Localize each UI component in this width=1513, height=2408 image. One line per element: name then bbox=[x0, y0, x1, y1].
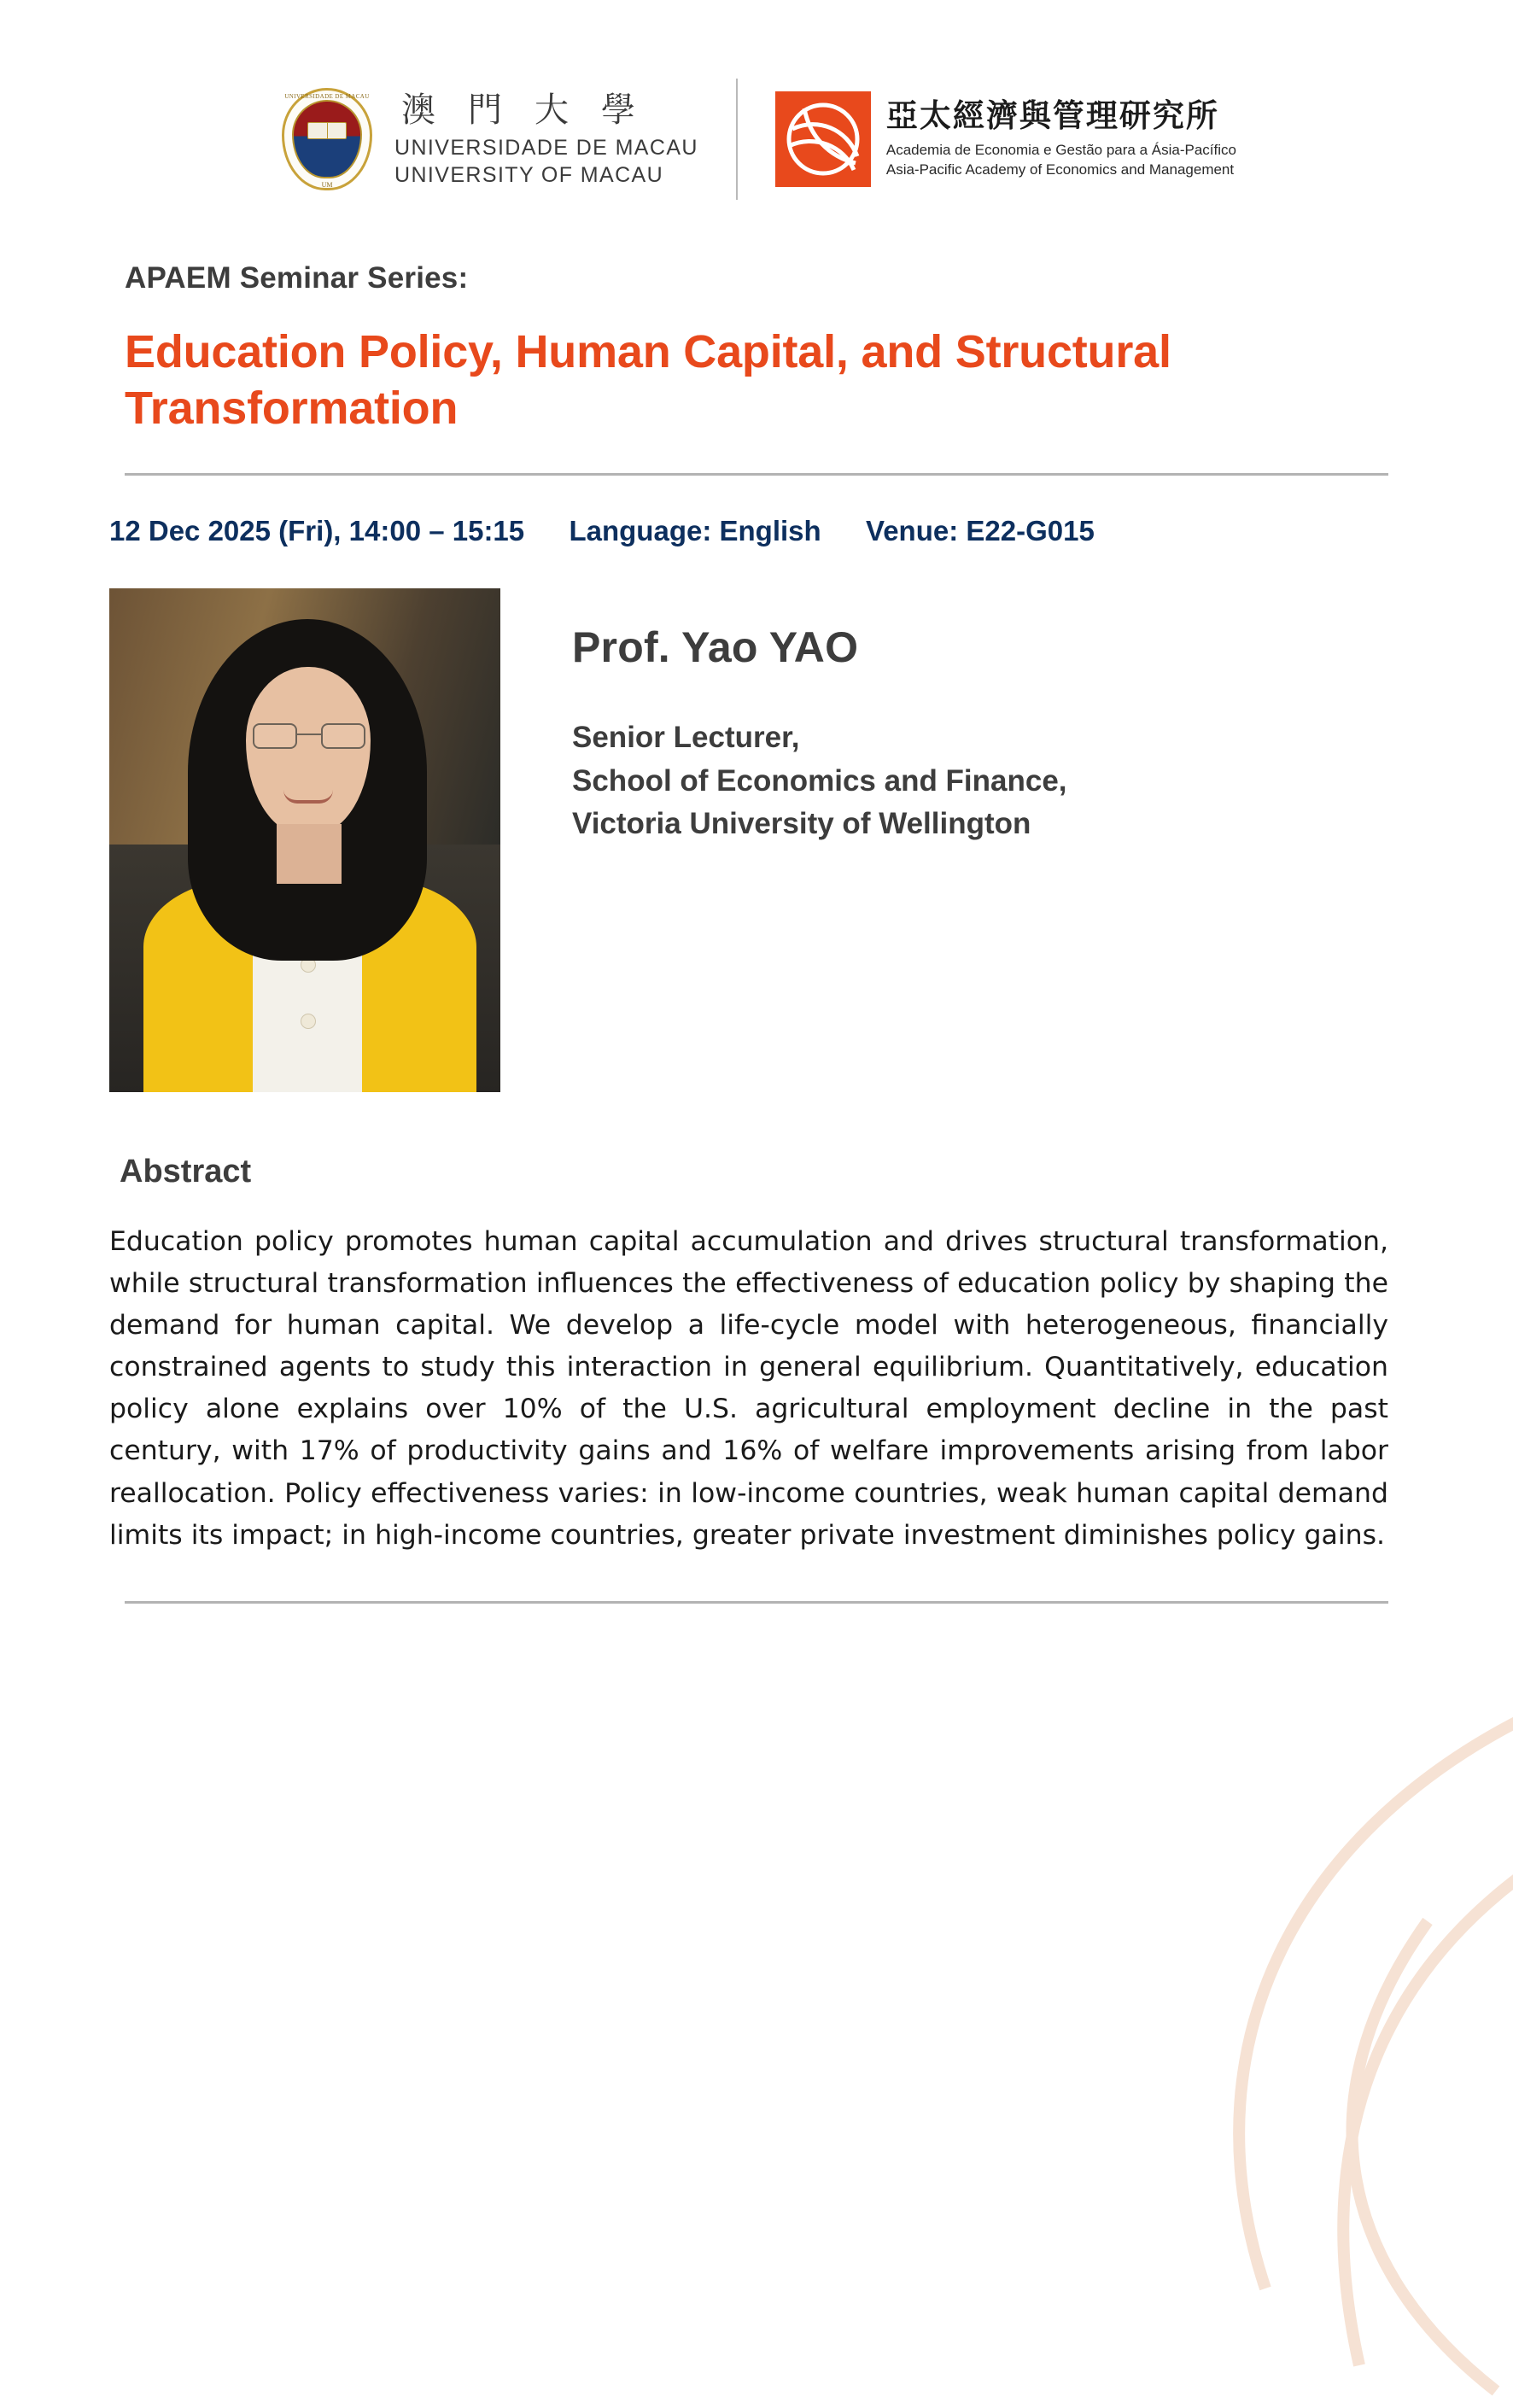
speaker-details bbox=[500, 588, 1067, 846]
um-portuguese-name: UNIVERSIDADE DE MACAU bbox=[394, 135, 698, 160]
event-meta bbox=[109, 515, 1412, 547]
apaem-wordmark bbox=[886, 100, 1236, 178]
speaker-university: Victoria University of Wellington bbox=[572, 807, 1031, 841]
um-wordmark bbox=[394, 91, 698, 186]
speaker-position: Senior Lecturer, bbox=[572, 720, 800, 754]
event-venue: Venue: E22-G015 bbox=[866, 514, 1095, 546]
seminar-series-label: APAEM Seminar Series: bbox=[125, 261, 469, 295]
footer-divider bbox=[125, 1601, 1388, 1604]
university-of-macau-logo bbox=[277, 83, 698, 196]
um-chinese-name: 澳 門 大 學 bbox=[401, 91, 648, 130]
apaem-logo bbox=[775, 91, 1236, 187]
abstract-text: Education policy promotes human capital accumulation and drives structural transformation, while structural transformation influences the effectiveness of education policy by shaping the demand for human capital. We develop a life-cycle model with heterogeneous, financially constrained agents to study this interaction in general equilibrium. Quantitatively, education policy alone explains over 10% of the U.S. agricultural employment decline in the past century, with 17% of productivity gains and 16% of welfare improvements arising from labor reallocation. Policy effectiveness varies: in low-income countries, weak human capital demand limits its impact; in high-income countries, greater private investment diminishes policy gains. bbox=[109, 1225, 1388, 1551]
apaem-english-name: Asia-Pacific Academy of Economics and Management bbox=[885, 161, 1235, 178]
abstract-heading: Abstract bbox=[120, 1153, 252, 1189]
background-swirl-decoration bbox=[898, 1554, 1513, 2408]
poster-header bbox=[101, 0, 1412, 208]
event-datetime: 12 Dec 2025 (Fri), 14:00 – 15:15 bbox=[109, 514, 525, 546]
apaem-chinese-name: 亞太經濟與管理研究所 bbox=[885, 99, 1219, 135]
speaker-photo bbox=[109, 588, 500, 1092]
um-english-name: UNIVERSITY OF MACAU bbox=[394, 162, 664, 187]
apaem-mark-icon bbox=[775, 91, 871, 187]
apaem-portuguese-name: Academia de Economia e Gestão para a Ásia-Pacífico bbox=[885, 142, 1236, 159]
page-title: Education Policy, Human Capital, and Structural Transformation bbox=[125, 326, 1171, 434]
speaker-affiliation bbox=[572, 716, 1067, 846]
speaker-school: School of Economics and Finance, bbox=[572, 763, 1067, 798]
speaker-section bbox=[109, 588, 1412, 1092]
logo-divider bbox=[736, 79, 738, 200]
um-crest-icon bbox=[277, 83, 377, 196]
um-crest-bottom-text: UM bbox=[321, 181, 333, 189]
speaker-name: Prof. Yao YAO bbox=[572, 622, 859, 671]
um-crest-top-text: UNIVERSIDADE DE MACAU bbox=[284, 93, 370, 100]
title-divider bbox=[125, 473, 1388, 476]
event-language: Language: English bbox=[569, 514, 821, 546]
